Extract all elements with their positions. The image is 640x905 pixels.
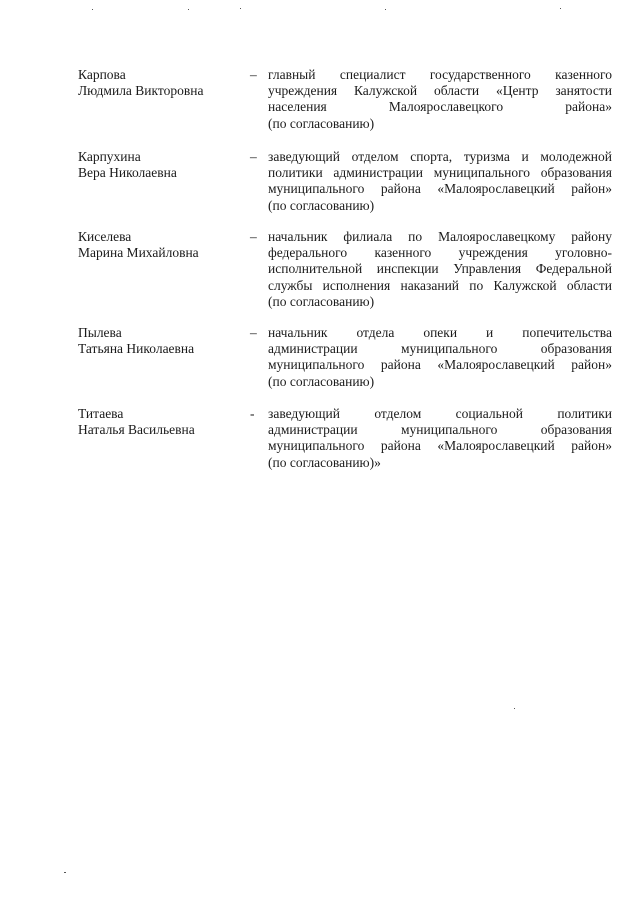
- dash-separator: –: [250, 67, 257, 82]
- position-line: главный специалист государственного казенного: [268, 67, 612, 82]
- member-given-names: Татьяна Николаевна: [78, 341, 195, 357]
- member-surname: Киселева: [78, 229, 132, 244]
- member-name: [78, 406, 248, 438]
- position-line: (по согласованию): [268, 115, 375, 131]
- position-line: заведующий отделом спорта, туризма и молодежной: [268, 149, 612, 164]
- member-given-names: Наталья Васильевна: [78, 422, 195, 438]
- member-position: [268, 67, 612, 132]
- position-line: политики администрации муниципального образования: [268, 165, 612, 181]
- position-line: администрации муниципального образования: [268, 341, 612, 357]
- position-line: муниципального района «Малоярославецкий район»: [268, 357, 612, 373]
- dash-separator: –: [250, 325, 257, 340]
- scan-speck: [188, 9, 189, 10]
- position-line: населения Малоярославецкого района»: [268, 99, 612, 115]
- position-line: (по согласованию): [268, 197, 375, 213]
- scan-speck: [240, 8, 241, 9]
- dash-separator: -: [250, 406, 255, 421]
- member-given-names: Вера Николаевна: [78, 165, 177, 181]
- member-name: [78, 67, 248, 99]
- position-line: (по согласованию)»: [268, 454, 381, 470]
- position-line: администрации муниципального образования: [268, 422, 612, 438]
- member-surname: Пылева: [78, 325, 122, 340]
- member-position: [268, 325, 612, 390]
- position-line: исполнительной инспекции Управления Федеральной: [268, 261, 612, 277]
- member-surname: Титаева: [78, 406, 124, 421]
- position-line: начальник отдела опеки и попечительства: [268, 325, 612, 340]
- scan-speck: [64, 872, 66, 873]
- position-line: федерального казенного учреждения уголовно-: [268, 245, 612, 261]
- member-given-names: Марина Михайловна: [78, 245, 199, 261]
- member-position: [268, 149, 612, 214]
- member-surname: Карпова: [78, 67, 126, 82]
- member-position: [268, 229, 612, 310]
- member-name: [78, 149, 248, 181]
- member-surname: Карпухина: [78, 149, 141, 164]
- position-line: учреждения Калужской области «Центр занятости: [268, 83, 612, 99]
- position-line: (по согласованию): [268, 293, 375, 309]
- scan-speck: [560, 8, 561, 9]
- member-given-names: Людмила Викторовна: [78, 83, 204, 99]
- dash-separator: –: [250, 229, 257, 244]
- position-line: муниципального района «Малоярославецкий район»: [268, 181, 612, 197]
- position-line: заведующий отделом социальной политики: [268, 406, 612, 421]
- position-line: муниципального района «Малоярославецкий район»: [268, 438, 612, 454]
- member-name: [78, 229, 248, 261]
- scan-speck: [514, 708, 515, 709]
- dash-separator: –: [250, 149, 257, 164]
- scan-speck: [385, 9, 386, 10]
- position-line: службы исполнения наказаний по Калужской области: [268, 277, 612, 293]
- position-line: начальник филиала по Малоярославецкому району: [268, 229, 612, 244]
- member-name: [78, 325, 248, 357]
- position-line: (по согласованию): [268, 373, 375, 389]
- member-position: [268, 406, 612, 471]
- scan-speck: [92, 9, 93, 10]
